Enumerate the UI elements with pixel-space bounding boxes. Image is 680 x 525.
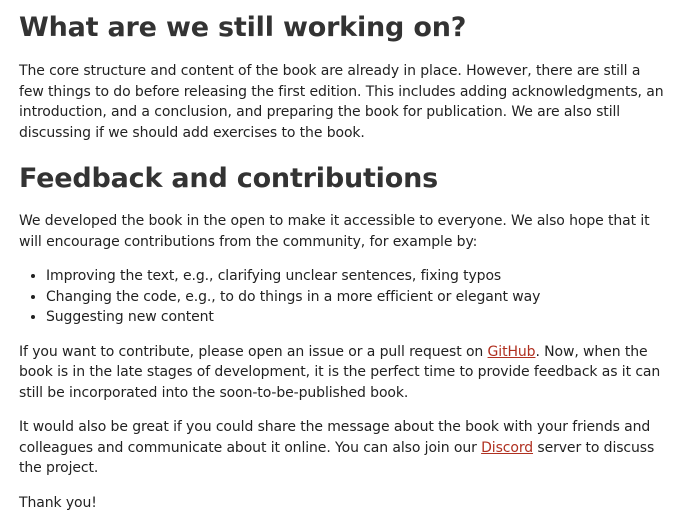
contribute-text-after: . Now, when the book is in the late stages of development, it is the perfect time to provide feedback as it can still be incorporated into the soon-to-be-published book. (19, 343, 661, 401)
paragraph-still-working-on: The core structure and content of the book are already in place. However, there are still a few things to do before releasing the first edition. This includes adding acknowledgments, an introduction, and a conclusion, and preparing the book for publication. We are also still discussing if we should add exercises to the book. (19, 63, 664, 141)
heading-feedback-contributions: Feedback and contributions (19, 163, 438, 194)
github-link[interactable]: GitHub (487, 343, 536, 360)
paragraph-feedback-intro: We developed the book in the open to make it accessible to everyone. We also hope that it will encourage contributions from the community, for example by: (19, 213, 650, 250)
share-text-before: It would also be great if you could share the message about the book with your friends and colleagues and communicate about it online. You can also join our (19, 419, 651, 456)
contribution-list (19, 266, 669, 328)
list-item: • Suggesting new content (46, 307, 669, 328)
contribute-text-before: If you want to contribute, please open an issue or a pull request on (19, 343, 488, 360)
main-content (19, 0, 669, 513)
list-item: • Changing the code, e.g., to do things in a more efficient or elegant way (46, 287, 669, 308)
list-item: • Improving the text, e.g., clarifying unclear sentences, fixing typos (46, 266, 669, 287)
paragraph-share (19, 417, 669, 479)
discord-link[interactable]: Discord (481, 439, 534, 456)
heading-still-working-on: What are we still working on? (19, 12, 467, 43)
thank-you-text: Thank you! (19, 494, 97, 511)
paragraph-contribute (19, 342, 669, 404)
share-text-after: server to discuss the project. (19, 439, 655, 476)
